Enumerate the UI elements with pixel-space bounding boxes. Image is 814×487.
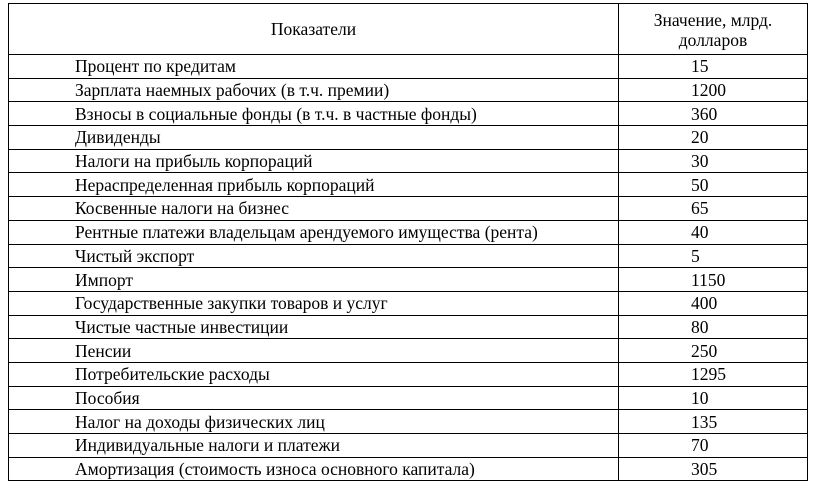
table-row [9,244,808,268]
table-row [9,220,808,244]
indicator-name-cell: Государственные закупки товаров и услуг [9,291,619,315]
indicator-value-cell: 80 [619,315,808,339]
indicator-value-cell: 250 [619,339,808,363]
table-row [9,386,808,410]
indicator-name-cell: Процент по кредитам [9,55,619,79]
indicator-value-cell: 1295 [619,362,808,386]
indicator-value-cell: 15 [619,55,808,79]
table-row [9,339,808,363]
indicator-value-cell: 1200 [619,78,808,102]
table-row [9,149,808,173]
table-row [9,268,808,292]
indicator-name-cell: Взносы в социальные фонды (в т.ч. в частные фонды) [9,102,619,126]
header-value: Значение, млрд. долларов [619,4,808,55]
indicator-value-cell: 1150 [619,268,808,292]
indicator-value-cell: 400 [619,291,808,315]
indicator-name-cell: Нераспределенная прибыль корпораций [9,173,619,197]
indicator-name-cell: Чистые частные инвестиции [9,315,619,339]
indicator-value-cell: 305 [619,457,808,481]
indicator-value-cell: 360 [619,102,808,126]
indicator-name-cell: Потребительские расходы [9,362,619,386]
table-row [9,173,808,197]
table-row [9,55,808,79]
indicator-value-cell: 20 [619,126,808,150]
indicator-name-cell: Рентные платежи владельцам арендуемого имущества (рента) [9,220,619,244]
header-indicators: Показатели [9,4,619,55]
table-row [9,362,808,386]
indicator-name-cell: Косвенные налоги на бизнес [9,197,619,221]
table-row [9,315,808,339]
indicator-name-cell: Налоги на прибыль корпораций [9,149,619,173]
table-header-row [9,4,808,55]
indicator-name-cell: Пенсии [9,339,619,363]
table-row [9,291,808,315]
table-row [9,410,808,434]
indicator-value-cell: 70 [619,434,808,458]
indicator-value-cell: 5 [619,244,808,268]
table-row [9,197,808,221]
indicator-name-cell: Зарплата наемных рабочих (в т.ч. премии) [9,78,619,102]
indicator-value-cell: 50 [619,173,808,197]
table-row [9,434,808,458]
indicator-name-cell: Амортизация (стоимость износа основного капитала) [9,457,619,481]
table-row [9,457,808,481]
table-body [9,55,808,481]
indicator-name-cell: Индивидуальные налоги и платежи [9,434,619,458]
indicator-name-cell: Пособия [9,386,619,410]
indicator-name-cell: Чистый экспорт [9,244,619,268]
table-row [9,102,808,126]
indicator-value-cell: 135 [619,410,808,434]
indicator-name-cell: Дивиденды [9,126,619,150]
indicators-table [8,3,808,481]
table-row [9,78,808,102]
indicator-value-cell: 10 [619,386,808,410]
table-row [9,126,808,150]
indicator-value-cell: 40 [619,220,808,244]
indicator-name-cell: Налог на доходы физических лиц [9,410,619,434]
indicator-value-cell: 30 [619,149,808,173]
indicator-name-cell: Импорт [9,268,619,292]
indicator-value-cell: 65 [619,197,808,221]
